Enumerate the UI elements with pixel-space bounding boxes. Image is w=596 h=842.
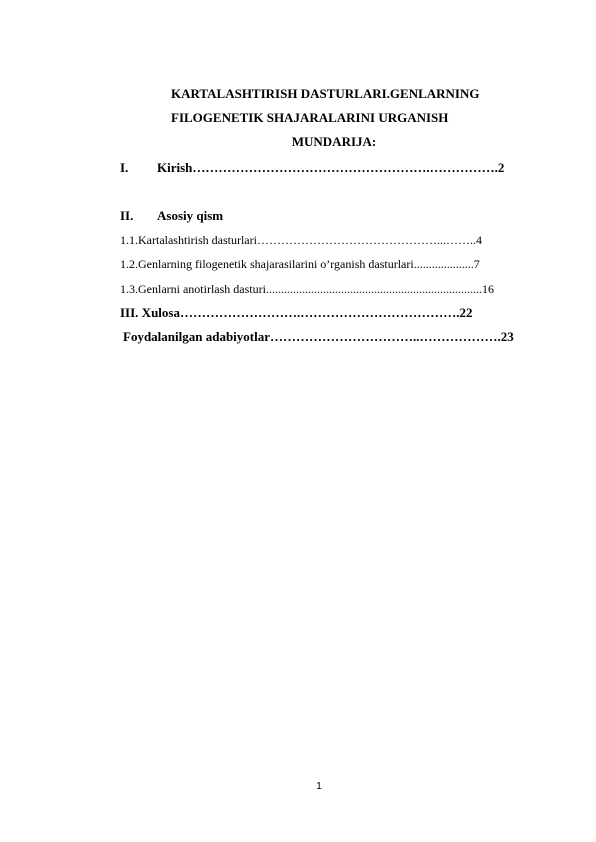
toc-entry-leader-dots: ........................................................................ [265,282,482,296]
toc-entry-1-3 [120,282,494,297]
toc-entry-number: I. [120,160,129,175]
toc-entry-page: 16 [481,282,494,296]
toc-entry-asosiy-qism [120,208,223,224]
toc-entry-page: 2 [497,160,505,175]
toc-entry-page: 4 [475,233,482,247]
toc-entry-title: 1.3.Genlarni anotirlash dasturi [120,282,266,296]
toc-entry-page: 23 [500,329,514,344]
toc-entry-page: 7 [473,257,480,271]
toc-entry-1-2 [120,257,480,272]
toc-entry-title: 1.2.Genlarning filogenetik shajarasilarini o’rganish dasturlari [120,257,414,271]
toc-entry-kirish [120,160,504,176]
toc-entry-title: Asosiy qism [157,208,224,223]
toc-entry-leader-dots: .................... [413,257,474,271]
toc-entry-title: Foydalanilgan adabiyotlar [123,329,270,344]
toc-entry-title: Kirish [157,160,193,175]
toc-entry-page: 22 [459,305,473,320]
toc-entry-adabiyotlar [123,329,514,345]
toc-heading: MUNDARIJA: [291,134,377,149]
toc-entry-number: II. [120,208,134,223]
page-number: 1 [316,781,322,792]
toc-entry-leader-dots: ……………………….………………………………. [179,305,460,320]
toc-entry-leader-dots: ………………………………………...…….. [256,233,476,247]
toc-entry-title: 1.1.Kartalashtirish dasturlari [120,233,257,247]
toc-entry-leader-dots: ……………………………………………….……………. [192,160,498,175]
toc-entry-title: III. Xulosa [120,305,180,320]
toc-entry-1-1 [120,233,482,248]
document-title-line-2: FILOGENETIK SHAJARALARINI URGANISH [171,110,449,125]
toc-entry-xulosa [120,305,472,321]
toc-entry-leader-dots: ……………………………..………………. [270,329,501,344]
document-title-line-1: KARTALASHTIRISH DASTURLARI.GENLARNING [171,86,480,101]
